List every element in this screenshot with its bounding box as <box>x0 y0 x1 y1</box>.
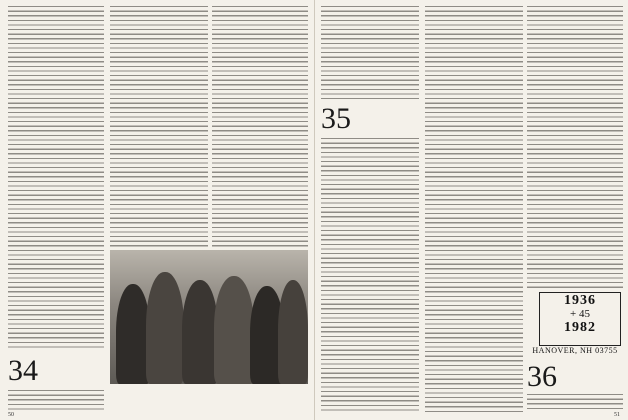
text-column-5 <box>425 6 523 412</box>
group-photo <box>110 250 308 384</box>
text-column-1b <box>8 390 104 412</box>
person <box>182 280 218 384</box>
right-page <box>314 0 628 420</box>
class-number: 34 <box>8 354 38 387</box>
text-column-3 <box>212 6 308 248</box>
class-number: 35 <box>321 102 351 135</box>
page-number-left: 50 <box>8 412 14 418</box>
reunion-place-box <box>527 346 623 358</box>
person <box>116 284 150 384</box>
text-column-4a <box>321 6 419 102</box>
person <box>214 276 254 384</box>
class-number: 36 <box>527 360 557 393</box>
reunion-year-start: 1936 <box>564 293 596 308</box>
text-column-2 <box>110 6 208 248</box>
person <box>278 280 308 384</box>
photo-caption <box>110 386 308 414</box>
reunion-place: HANOVER, NH 03755 <box>532 346 618 355</box>
text-column-6b <box>527 394 623 412</box>
page-number-right: 51 <box>614 412 620 418</box>
text-column-6a <box>527 6 623 288</box>
reunion-banner <box>539 292 621 346</box>
text-column-4b <box>321 138 419 412</box>
reunion-offset: + 45 <box>570 308 590 320</box>
reunion-year-end: 1982 <box>564 320 596 335</box>
text-column-1 <box>8 6 104 351</box>
person <box>146 272 184 384</box>
